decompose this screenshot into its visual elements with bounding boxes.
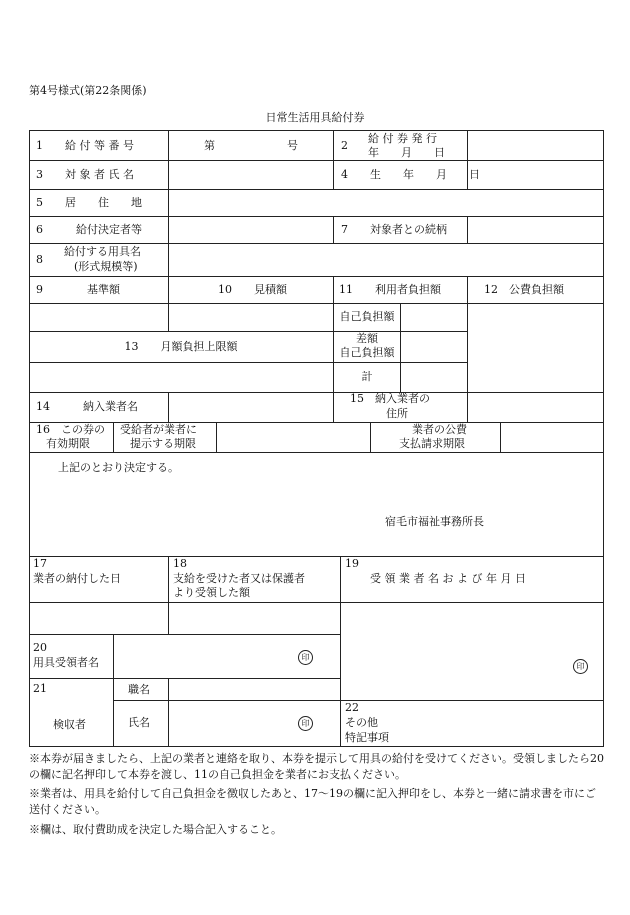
- seal-mark-19: 印: [573, 659, 588, 674]
- note-installation: ※欄は、取付費助成を決定した場合記入すること。: [29, 823, 282, 836]
- claim-deadline-label: 業者の公費: [412, 423, 467, 436]
- field-3-label: 3 対 象 者 氏 名: [36, 168, 134, 181]
- field-22-number: 22: [345, 701, 359, 714]
- field-22-sublabel: 特記事項: [345, 731, 389, 744]
- decision-statement: 上記のとおり決定する。: [58, 461, 179, 474]
- field-8-label: 給付する用具名: [64, 245, 141, 258]
- diff-self-pay-label: 自己負担額: [339, 346, 395, 359]
- field-11-label: 11 利用者負担額: [339, 283, 441, 296]
- field-2-label: 給 付 券 発 行: [368, 132, 437, 145]
- field-16-label: 16 この券の: [36, 423, 105, 436]
- field-22-label: その他: [345, 716, 378, 729]
- present-deadline-label: 受給者が業者に: [120, 423, 197, 436]
- note-vendor: ※業者は、用具を給付して自己負担金を徴収したあと、17～19の欄に記入押印をし、本券と一緒に請求書を市にご送付ください。: [29, 787, 596, 816]
- field-19-label: 受 領 業 者 名 お よ び 年 月 日: [370, 572, 526, 585]
- field-1-dai: 第: [204, 139, 215, 152]
- field-9-label: 9 基準額: [36, 283, 120, 296]
- field-13-label: 13 月額負担上限額: [124, 340, 238, 353]
- field-4-label: 4 生 年 月 日: [341, 168, 480, 181]
- field-16-sublabel: 有効期限: [46, 437, 90, 450]
- field-18-label: 支給を受けた者又は保護者: [173, 572, 305, 585]
- note-receipt: ※本券が届きましたら、上記の業者と連絡を取り、本券を提示して用具の給付を受けてください。受領しましたら20の欄に記名押印して本券を渡し、11の自己負担金を業者にお支払ください。: [29, 752, 604, 781]
- field-8-number: 8: [36, 253, 43, 266]
- form-number: 第4号様式(第22条関係): [29, 84, 147, 97]
- field-19-number: 19: [345, 557, 359, 570]
- field-8-sublabel: (形式規模等): [74, 260, 138, 273]
- total-label: 計: [361, 370, 373, 383]
- field-18-sublabel: より受領した額: [173, 586, 250, 599]
- field-1-gou: 号: [287, 139, 298, 152]
- field-20-label: 用具受領者名: [33, 656, 99, 669]
- self-pay-label: 自己負担額: [339, 310, 395, 323]
- issuer-name: 宿毛市福祉事務所長: [385, 515, 484, 528]
- field-21-number: 21: [33, 682, 47, 695]
- inspector-label: 検収者: [53, 718, 86, 731]
- claim-deadline-sublabel: 支払請求期限: [399, 437, 465, 450]
- field-18-number: 18: [173, 557, 187, 570]
- field-2-date-label: 年 月 日: [368, 146, 445, 159]
- field-17-number: 17: [33, 557, 47, 570]
- field-12-label: 12 公費負担額: [484, 283, 564, 296]
- field-10-label: 10 見積額: [218, 283, 287, 296]
- field-7-label: 7 対象者との続柄: [341, 223, 447, 236]
- present-deadline-sublabel: 提示する期限: [130, 437, 196, 450]
- field-15-label: 15 納入業者の: [350, 392, 430, 405]
- form-title: 日常生活用具給付券: [265, 111, 365, 124]
- seal-mark-20: 印: [298, 650, 313, 665]
- field-20-number: 20: [33, 641, 47, 654]
- name-label: 氏名: [128, 716, 150, 729]
- field-1-label: 1 給 付 等 番 号: [36, 139, 134, 152]
- field-17-label: 業者の納付した日: [33, 572, 121, 585]
- field-15-sublabel: 住所: [386, 407, 408, 420]
- field-14-label: 14 納入業者名: [36, 400, 138, 413]
- seal-mark-21: 印: [298, 716, 313, 731]
- field-6-label: 6 給付決定者等: [36, 223, 142, 236]
- field-2-number: 2: [341, 139, 348, 152]
- diff-label: 差額: [356, 332, 378, 345]
- field-5-label: 5 居 住 地: [36, 196, 142, 209]
- job-title-label: 職名: [128, 683, 150, 696]
